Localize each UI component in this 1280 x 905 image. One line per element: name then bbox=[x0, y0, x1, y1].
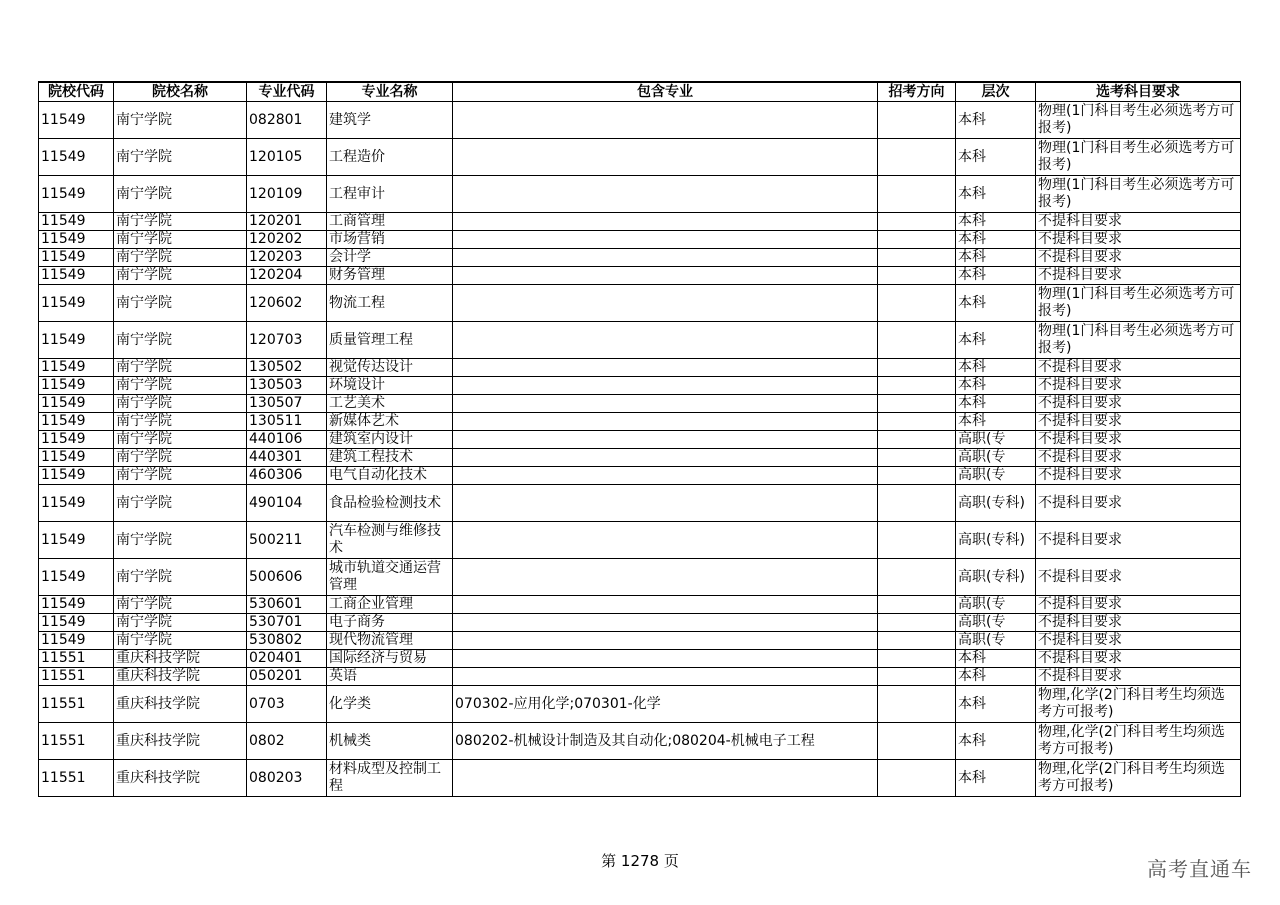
cell-major-code: 460306 bbox=[247, 467, 327, 485]
header-level: 层次 bbox=[956, 82, 1036, 102]
cell-direction bbox=[878, 485, 956, 522]
cell-school-name: 南宁学院 bbox=[114, 231, 247, 249]
table-row bbox=[39, 249, 1241, 267]
cell-school-name: 南宁学院 bbox=[114, 449, 247, 467]
cell-major-code: 050201 bbox=[247, 668, 327, 686]
cell-direction bbox=[878, 431, 956, 449]
header-row bbox=[39, 82, 1241, 102]
cell-school-name: 南宁学院 bbox=[114, 614, 247, 632]
cell-level: 高职(专科) bbox=[956, 485, 1036, 522]
cell-major-code: 120201 bbox=[247, 213, 327, 231]
cell-major-name: 工艺美术 bbox=[327, 395, 453, 413]
cell-major-name: 会计学 bbox=[327, 249, 453, 267]
cell-major-name: 汽车检测与维修技术 bbox=[327, 522, 453, 559]
cell-major-name: 市场营销 bbox=[327, 231, 453, 249]
cell-major-name: 建筑学 bbox=[327, 102, 453, 139]
cell-school-name: 南宁学院 bbox=[114, 395, 247, 413]
cell-school-name: 南宁学院 bbox=[114, 267, 247, 285]
table-row bbox=[39, 395, 1241, 413]
cell-direction bbox=[878, 596, 956, 614]
cell-included-majors: 080202-机械设计制造及其自动化;080204-机械电子工程 bbox=[453, 723, 878, 760]
cell-included-majors bbox=[453, 322, 878, 359]
cell-school-name: 南宁学院 bbox=[114, 431, 247, 449]
cell-subject-requirement: 不提科目要求 bbox=[1036, 231, 1241, 249]
cell-school-name: 南宁学院 bbox=[114, 213, 247, 231]
cell-school-name: 重庆科技学院 bbox=[114, 686, 247, 723]
cell-school-code: 11549 bbox=[39, 596, 114, 614]
table-row bbox=[39, 377, 1241, 395]
cell-school-code: 11549 bbox=[39, 614, 114, 632]
cell-direction bbox=[878, 559, 956, 596]
cell-direction bbox=[878, 249, 956, 267]
cell-major-code: 530601 bbox=[247, 596, 327, 614]
table-row bbox=[39, 596, 1241, 614]
cell-school-name: 重庆科技学院 bbox=[114, 723, 247, 760]
cell-school-name: 南宁学院 bbox=[114, 522, 247, 559]
table-body bbox=[39, 102, 1241, 797]
table-row bbox=[39, 632, 1241, 650]
header-direction: 招考方向 bbox=[878, 82, 956, 102]
cell-included-majors bbox=[453, 231, 878, 249]
table-row bbox=[39, 449, 1241, 467]
cell-major-name: 食品检验检测技术 bbox=[327, 485, 453, 522]
cell-major-name: 财务管理 bbox=[327, 267, 453, 285]
admission-table bbox=[38, 81, 1241, 797]
table-row bbox=[39, 213, 1241, 231]
cell-included-majors bbox=[453, 431, 878, 449]
cell-school-code: 11549 bbox=[39, 231, 114, 249]
cell-school-code: 11549 bbox=[39, 467, 114, 485]
cell-direction bbox=[878, 614, 956, 632]
cell-school-name: 南宁学院 bbox=[114, 413, 247, 431]
cell-major-name: 机械类 bbox=[327, 723, 453, 760]
cell-major-name: 电子商务 bbox=[327, 614, 453, 632]
cell-direction bbox=[878, 467, 956, 485]
cell-direction bbox=[878, 285, 956, 322]
cell-direction bbox=[878, 359, 956, 377]
cell-level: 本科 bbox=[956, 359, 1036, 377]
cell-major-name: 质量管理工程 bbox=[327, 322, 453, 359]
cell-major-name: 英语 bbox=[327, 668, 453, 686]
table-row bbox=[39, 139, 1241, 176]
cell-subject-requirement: 不提科目要求 bbox=[1036, 395, 1241, 413]
cell-major-name: 物流工程 bbox=[327, 285, 453, 322]
table-row bbox=[39, 359, 1241, 377]
header-major-name: 专业名称 bbox=[327, 82, 453, 102]
cell-included-majors bbox=[453, 285, 878, 322]
cell-major-code: 120602 bbox=[247, 285, 327, 322]
cell-included-majors bbox=[453, 467, 878, 485]
cell-subject-requirement: 不提科目要求 bbox=[1036, 413, 1241, 431]
cell-school-code: 11549 bbox=[39, 322, 114, 359]
cell-subject-requirement: 不提科目要求 bbox=[1036, 668, 1241, 686]
cell-major-name: 工程审计 bbox=[327, 176, 453, 213]
cell-school-name: 南宁学院 bbox=[114, 377, 247, 395]
cell-level: 高职(专 bbox=[956, 431, 1036, 449]
cell-subject-requirement: 不提科目要求 bbox=[1036, 632, 1241, 650]
cell-school-name: 南宁学院 bbox=[114, 359, 247, 377]
cell-direction bbox=[878, 686, 956, 723]
cell-direction bbox=[878, 632, 956, 650]
cell-school-name: 重庆科技学院 bbox=[114, 650, 247, 668]
cell-direction bbox=[878, 760, 956, 797]
cell-direction bbox=[878, 377, 956, 395]
cell-major-code: 440106 bbox=[247, 431, 327, 449]
cell-subject-requirement: 物理,化学(2门科目考生均须选考方可报考) bbox=[1036, 760, 1241, 797]
cell-major-name: 城市轨道交通运营管理 bbox=[327, 559, 453, 596]
cell-major-code: 120109 bbox=[247, 176, 327, 213]
cell-level: 本科 bbox=[956, 413, 1036, 431]
cell-school-code: 11549 bbox=[39, 449, 114, 467]
cell-level: 本科 bbox=[956, 213, 1036, 231]
cell-level: 本科 bbox=[956, 377, 1036, 395]
cell-direction bbox=[878, 322, 956, 359]
cell-major-code: 020401 bbox=[247, 650, 327, 668]
cell-level: 本科 bbox=[956, 176, 1036, 213]
table-row bbox=[39, 614, 1241, 632]
cell-major-code: 130507 bbox=[247, 395, 327, 413]
cell-level: 本科 bbox=[956, 668, 1036, 686]
cell-school-name: 南宁学院 bbox=[114, 322, 247, 359]
cell-school-name: 南宁学院 bbox=[114, 596, 247, 614]
cell-school-code: 11549 bbox=[39, 485, 114, 522]
cell-direction bbox=[878, 650, 956, 668]
cell-major-code: 120105 bbox=[247, 139, 327, 176]
cell-major-code: 500211 bbox=[247, 522, 327, 559]
table-row bbox=[39, 102, 1241, 139]
cell-major-code: 130511 bbox=[247, 413, 327, 431]
cell-included-majors bbox=[453, 596, 878, 614]
cell-school-name: 南宁学院 bbox=[114, 485, 247, 522]
cell-major-code: 080203 bbox=[247, 760, 327, 797]
cell-direction bbox=[878, 231, 956, 249]
cell-school-code: 11551 bbox=[39, 760, 114, 797]
cell-subject-requirement: 物理(1门科目考生必须选考方可报考) bbox=[1036, 176, 1241, 213]
cell-school-name: 南宁学院 bbox=[114, 139, 247, 176]
cell-school-code: 11549 bbox=[39, 413, 114, 431]
cell-school-name: 重庆科技学院 bbox=[114, 668, 247, 686]
cell-subject-requirement: 不提科目要求 bbox=[1036, 249, 1241, 267]
cell-school-name: 南宁学院 bbox=[114, 632, 247, 650]
cell-school-code: 11549 bbox=[39, 359, 114, 377]
cell-major-name: 建筑室内设计 bbox=[327, 431, 453, 449]
cell-subject-requirement: 不提科目要求 bbox=[1036, 522, 1241, 559]
cell-subject-requirement: 物理,化学(2门科目考生均须选考方可报考) bbox=[1036, 686, 1241, 723]
table-row bbox=[39, 176, 1241, 213]
cell-subject-requirement: 物理(1门科目考生必须选考方可报考) bbox=[1036, 102, 1241, 139]
cell-subject-requirement: 不提科目要求 bbox=[1036, 559, 1241, 596]
cell-level: 本科 bbox=[956, 139, 1036, 176]
cell-level: 本科 bbox=[956, 723, 1036, 760]
cell-included-majors bbox=[453, 249, 878, 267]
cell-school-code: 11549 bbox=[39, 102, 114, 139]
cell-level: 高职(专科) bbox=[956, 522, 1036, 559]
cell-level: 本科 bbox=[956, 686, 1036, 723]
cell-direction bbox=[878, 668, 956, 686]
cell-major-code: 0703 bbox=[247, 686, 327, 723]
cell-subject-requirement: 物理(1门科目考生必须选考方可报考) bbox=[1036, 139, 1241, 176]
cell-direction bbox=[878, 267, 956, 285]
header-school-code: 院校代码 bbox=[39, 82, 114, 102]
cell-school-code: 11549 bbox=[39, 139, 114, 176]
cell-major-code: 0802 bbox=[247, 723, 327, 760]
cell-level: 本科 bbox=[956, 249, 1036, 267]
cell-school-name: 南宁学院 bbox=[114, 285, 247, 322]
cell-subject-requirement: 不提科目要求 bbox=[1036, 449, 1241, 467]
cell-included-majors bbox=[453, 176, 878, 213]
cell-school-name: 南宁学院 bbox=[114, 467, 247, 485]
cell-level: 高职(专科) bbox=[956, 559, 1036, 596]
table-row bbox=[39, 322, 1241, 359]
cell-subject-requirement: 不提科目要求 bbox=[1036, 650, 1241, 668]
header-included-majors: 包含专业 bbox=[453, 82, 878, 102]
cell-school-name: 南宁学院 bbox=[114, 559, 247, 596]
cell-school-code: 11549 bbox=[39, 249, 114, 267]
cell-included-majors bbox=[453, 449, 878, 467]
cell-school-code: 11549 bbox=[39, 522, 114, 559]
cell-level: 本科 bbox=[956, 267, 1036, 285]
cell-school-name: 重庆科技学院 bbox=[114, 760, 247, 797]
header-subject-requirement: 选考科目要求 bbox=[1036, 82, 1241, 102]
cell-school-name: 南宁学院 bbox=[114, 176, 247, 213]
table-row bbox=[39, 522, 1241, 559]
cell-included-majors bbox=[453, 139, 878, 176]
cell-major-name: 环境设计 bbox=[327, 377, 453, 395]
cell-major-code: 130503 bbox=[247, 377, 327, 395]
cell-subject-requirement: 不提科目要求 bbox=[1036, 467, 1241, 485]
cell-school-code: 11549 bbox=[39, 285, 114, 322]
cell-level: 本科 bbox=[956, 285, 1036, 322]
header-school-name: 院校名称 bbox=[114, 82, 247, 102]
cell-major-code: 130502 bbox=[247, 359, 327, 377]
cell-subject-requirement: 不提科目要求 bbox=[1036, 359, 1241, 377]
cell-included-majors bbox=[453, 668, 878, 686]
cell-major-name: 现代物流管理 bbox=[327, 632, 453, 650]
cell-major-name: 化学类 bbox=[327, 686, 453, 723]
cell-major-name: 电气自动化技术 bbox=[327, 467, 453, 485]
cell-subject-requirement: 物理(1门科目考生必须选考方可报考) bbox=[1036, 285, 1241, 322]
cell-direction bbox=[878, 449, 956, 467]
cell-school-code: 11549 bbox=[39, 431, 114, 449]
cell-school-code: 11551 bbox=[39, 668, 114, 686]
cell-included-majors bbox=[453, 267, 878, 285]
cell-subject-requirement: 不提科目要求 bbox=[1036, 596, 1241, 614]
cell-school-code: 11549 bbox=[39, 559, 114, 596]
watermark: 高考直通车 bbox=[1147, 857, 1252, 881]
cell-subject-requirement: 不提科目要求 bbox=[1036, 431, 1241, 449]
cell-included-majors bbox=[453, 413, 878, 431]
cell-major-name: 视觉传达设计 bbox=[327, 359, 453, 377]
cell-direction bbox=[878, 213, 956, 231]
table-row bbox=[39, 231, 1241, 249]
table-row bbox=[39, 467, 1241, 485]
cell-school-code: 11549 bbox=[39, 377, 114, 395]
cell-included-majors bbox=[453, 213, 878, 231]
cell-major-name: 新媒体艺术 bbox=[327, 413, 453, 431]
cell-school-code: 11551 bbox=[39, 686, 114, 723]
table-row bbox=[39, 686, 1241, 723]
cell-direction bbox=[878, 139, 956, 176]
table-row bbox=[39, 413, 1241, 431]
cell-major-code: 530802 bbox=[247, 632, 327, 650]
cell-school-code: 11549 bbox=[39, 176, 114, 213]
cell-major-name: 材料成型及控制工程 bbox=[327, 760, 453, 797]
cell-school-code: 11549 bbox=[39, 395, 114, 413]
cell-included-majors bbox=[453, 760, 878, 797]
cell-direction bbox=[878, 522, 956, 559]
cell-level: 本科 bbox=[956, 231, 1036, 249]
cell-subject-requirement: 不提科目要求 bbox=[1036, 377, 1241, 395]
cell-direction bbox=[878, 395, 956, 413]
cell-included-majors bbox=[453, 650, 878, 668]
cell-included-majors bbox=[453, 632, 878, 650]
cell-included-majors bbox=[453, 102, 878, 139]
cell-school-code: 11551 bbox=[39, 723, 114, 760]
cell-included-majors bbox=[453, 359, 878, 377]
cell-level: 本科 bbox=[956, 650, 1036, 668]
cell-direction bbox=[878, 413, 956, 431]
cell-major-name: 国际经济与贸易 bbox=[327, 650, 453, 668]
cell-subject-requirement: 不提科目要求 bbox=[1036, 485, 1241, 522]
cell-subject-requirement: 不提科目要求 bbox=[1036, 267, 1241, 285]
cell-included-majors bbox=[453, 377, 878, 395]
cell-major-name: 工商企业管理 bbox=[327, 596, 453, 614]
cell-major-code: 490104 bbox=[247, 485, 327, 522]
cell-major-name: 工程造价 bbox=[327, 139, 453, 176]
cell-major-code: 530701 bbox=[247, 614, 327, 632]
cell-included-majors bbox=[453, 614, 878, 632]
cell-subject-requirement: 物理(1门科目考生必须选考方可报考) bbox=[1036, 322, 1241, 359]
cell-direction bbox=[878, 723, 956, 760]
cell-major-name: 建筑工程技术 bbox=[327, 449, 453, 467]
cell-level: 高职(专 bbox=[956, 614, 1036, 632]
cell-major-name: 工商管理 bbox=[327, 213, 453, 231]
cell-school-name: 南宁学院 bbox=[114, 249, 247, 267]
cell-major-code: 500606 bbox=[247, 559, 327, 596]
cell-subject-requirement: 不提科目要求 bbox=[1036, 213, 1241, 231]
cell-level: 本科 bbox=[956, 760, 1036, 797]
cell-school-code: 11549 bbox=[39, 267, 114, 285]
cell-major-code: 120202 bbox=[247, 231, 327, 249]
cell-subject-requirement: 物理,化学(2门科目考生均须选考方可报考) bbox=[1036, 723, 1241, 760]
cell-included-majors bbox=[453, 395, 878, 413]
cell-major-code: 120703 bbox=[247, 322, 327, 359]
table-row bbox=[39, 431, 1241, 449]
cell-school-code: 11551 bbox=[39, 650, 114, 668]
table-row bbox=[39, 650, 1241, 668]
cell-school-code: 11549 bbox=[39, 213, 114, 231]
cell-direction bbox=[878, 102, 956, 139]
cell-school-name: 南宁学院 bbox=[114, 102, 247, 139]
page-number: 第 1278 页 bbox=[601, 852, 679, 870]
cell-included-majors bbox=[453, 522, 878, 559]
header-major-code: 专业代码 bbox=[247, 82, 327, 102]
table-row bbox=[39, 285, 1241, 322]
cell-major-code: 120203 bbox=[247, 249, 327, 267]
table-row bbox=[39, 267, 1241, 285]
table-row bbox=[39, 723, 1241, 760]
table-row bbox=[39, 559, 1241, 596]
table-row bbox=[39, 485, 1241, 522]
cell-subject-requirement: 不提科目要求 bbox=[1036, 614, 1241, 632]
cell-level: 本科 bbox=[956, 102, 1036, 139]
table-row bbox=[39, 760, 1241, 797]
cell-level: 高职(专 bbox=[956, 449, 1036, 467]
cell-level: 高职(专 bbox=[956, 467, 1036, 485]
cell-included-majors: 070302-应用化学;070301-化学 bbox=[453, 686, 878, 723]
cell-school-code: 11549 bbox=[39, 632, 114, 650]
cell-level: 高职(专 bbox=[956, 596, 1036, 614]
cell-major-code: 082801 bbox=[247, 102, 327, 139]
cell-level: 本科 bbox=[956, 395, 1036, 413]
cell-included-majors bbox=[453, 485, 878, 522]
cell-major-code: 120204 bbox=[247, 267, 327, 285]
table-row bbox=[39, 668, 1241, 686]
cell-level: 高职(专 bbox=[956, 632, 1036, 650]
cell-major-code: 440301 bbox=[247, 449, 327, 467]
cell-included-majors bbox=[453, 559, 878, 596]
cell-direction bbox=[878, 176, 956, 213]
cell-level: 本科 bbox=[956, 322, 1036, 359]
